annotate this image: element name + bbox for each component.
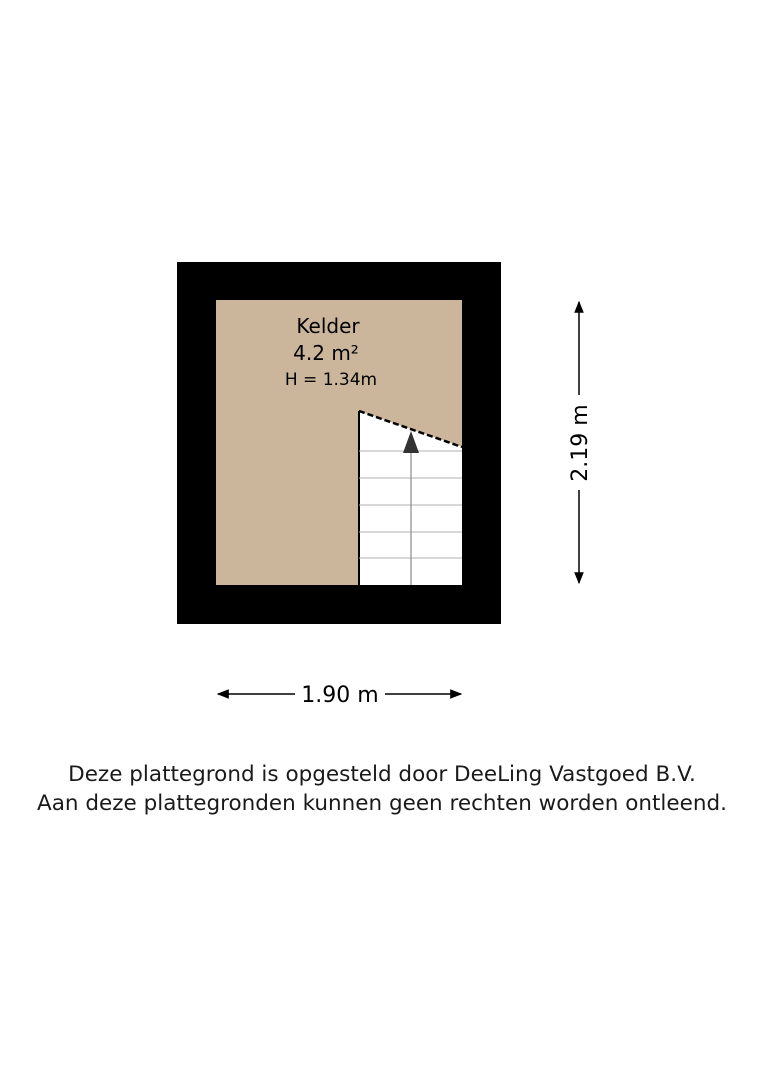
width-label: 1.90 m (301, 683, 379, 708)
disclaimer-line-1: Deze plattegrond is opgesteld door DeeLing Vastgoed B.V. (68, 762, 696, 787)
room-name: Kelder (296, 314, 360, 338)
depth-label: 2.19 m (568, 404, 593, 482)
room-height: H = 1.34m (284, 370, 378, 390)
depth-dimension (568, 302, 593, 583)
width-dimension (218, 683, 461, 708)
room-area: 4.2 m² (293, 341, 359, 365)
disclaimer-line-2: Aan deze plattegronden kunnen geen rechten worden ontleend. (37, 791, 727, 816)
